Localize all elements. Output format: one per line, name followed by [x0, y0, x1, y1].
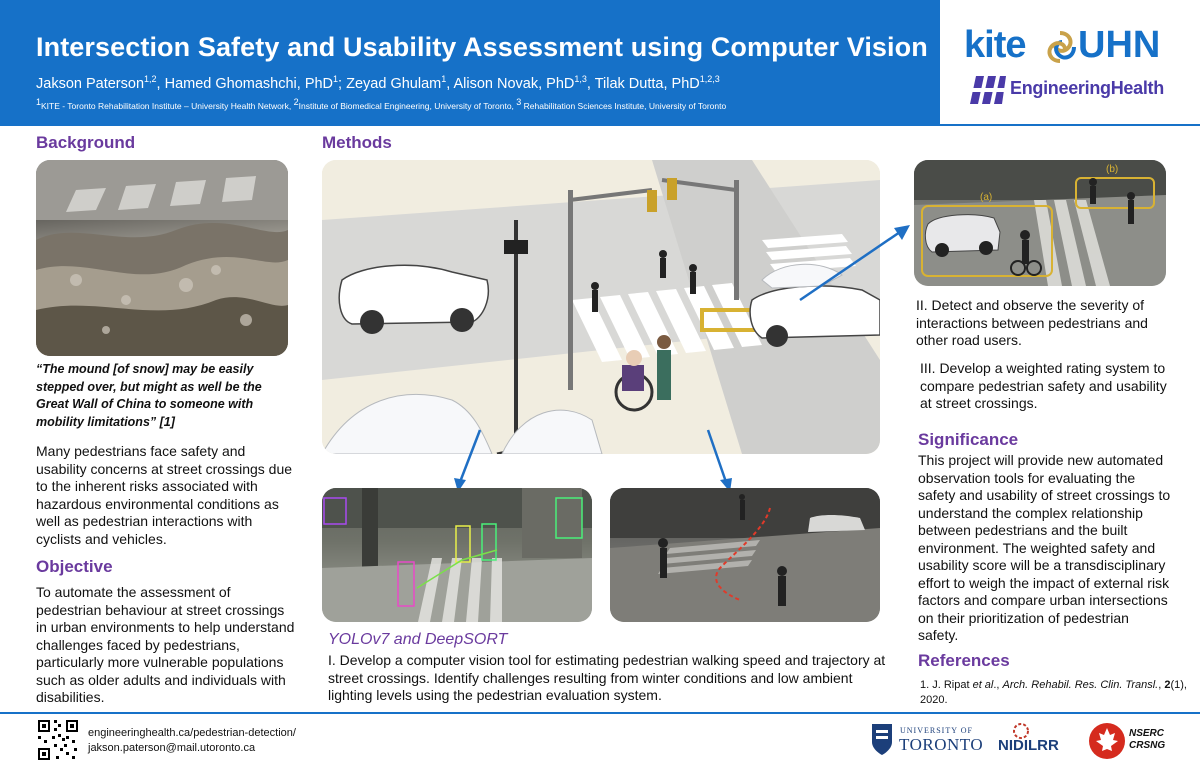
- affiliation-text: Rehabilitation Sciences Institute, University of Toronto: [521, 100, 727, 111]
- reference-1: 1. J. Ripat et al., Arch. Rehabil. Res. Clin. Transl., 2(1), 2020.: [920, 679, 1187, 706]
- title-banner: [0, 0, 940, 124]
- methods-caption: YOLOv7 and DeepSORT: [328, 631, 508, 648]
- author-name: Hamed Ghomashchi, PhD: [164, 75, 334, 92]
- qr-code-icon[interactable]: [36, 718, 80, 762]
- project-url-link[interactable]: engineeringhealth.ca/pedestrian-detection/: [88, 727, 296, 739]
- uoft-crest-icon: [870, 722, 894, 756]
- author-name: Alison Novak, PhD: [453, 75, 575, 92]
- author-affiliation-mark: 1: [333, 74, 339, 84]
- deepsort-trajectory-frame: [610, 488, 880, 622]
- methods-step-1: I. Develop a computer vision tool for estimating pedestrian walking speed and trajectory at street crossings. Identify challenges resulting from winter conditions and low ambient lighting levels using the pedestrian evaluation system.: [328, 652, 886, 703]
- box-label-a: (a): [980, 192, 993, 203]
- uhn-logo: UHN: [1078, 24, 1161, 66]
- background-quote: “The mound [of snow] may be easily stepped over, but might as well be the Great Wall of China to someone with mobility limitations” [1]: [36, 362, 262, 429]
- author-affiliation-mark: 1,2,3: [699, 74, 720, 84]
- box-label-b: (b): [1106, 164, 1119, 175]
- affiliation-list: $^1$KITE - Toronto Rehabilitation Institute – University Health Network, $^2$Institute of Biomedical Engineering, University of Toronto, $^3$ Rehabilitation Sciences Institute, University of Toronto: [36, 97, 727, 111]
- engineering-health-icon: [970, 74, 1006, 106]
- maple-leaf-icon: [1088, 722, 1126, 760]
- methods-step-3: III. Develop a weighted rating system to compare pedestrian safety and usability at street crossings.: [920, 360, 1167, 411]
- engineering-health-logo: EngineeringHealth: [1010, 78, 1164, 98]
- interaction-detection-frame: [914, 160, 1166, 286]
- affiliation-text: Institute of Biomedical Engineering, University of Toronto,: [298, 100, 517, 111]
- objective-heading: Objective: [36, 557, 113, 576]
- author-affiliation-mark: 1: [441, 74, 447, 84]
- contact-info: [88, 726, 296, 756]
- method-arrow-right: [790, 220, 920, 310]
- nserc-logo: NSERC CRSNG: [1088, 722, 1168, 762]
- methods-step-2: II. Detect and observe the severity of interactions between pedestrians and other road users.: [916, 297, 1148, 348]
- kite-knot-icon: [1043, 30, 1077, 64]
- objective-text: To automate the assessment of pedestrian behaviour at street crossings in urban environments to help understand challenges faced by pedestrians, particularly more vulnerable populations such as older adults and individuals with disabilities.: [36, 584, 295, 705]
- kite-logo: kite: [964, 24, 1026, 66]
- author-affiliation-mark: 1,2: [144, 74, 157, 84]
- author-affiliation-mark: 1,3: [574, 74, 587, 84]
- sponsor-logos-header: [950, 20, 1190, 115]
- nidilrr-logo: NIDILRR: [998, 722, 1078, 762]
- author-name: Tilak Dutta, PhD: [594, 75, 700, 92]
- email-link[interactable]: jakson.paterson@mail.utoronto.ca: [88, 742, 256, 754]
- affiliation-text: KITE - Toronto Rehabilitation Institute – University Health Network,: [41, 100, 294, 111]
- university-of-toronto-logo: UNIVERSITY OF TORONTO: [870, 720, 980, 760]
- background-text: Many pedestrians face safety and usability concerns at street crossings due to the inherent risks associated with hazardous environmental conditions as well as pedestrian interactions with cyclists and vehicles.: [36, 443, 293, 547]
- footer-divider: [0, 712, 1200, 714]
- author-name: Zeyad Ghulam: [346, 75, 442, 92]
- background-heading: Background: [36, 133, 136, 152]
- header-divider: [0, 124, 1200, 126]
- method-arrows: [440, 420, 920, 495]
- methods-heading: Methods: [322, 133, 392, 152]
- snow-crossing-photo: [36, 160, 288, 356]
- references-heading: References: [918, 651, 1010, 670]
- significance-text: This project will provide new automated observation tools for evaluating the safety and usability of street crossings to understand the complex relationship between pedestrians and the built environment. The weighted safety and usability score will be a transdisciplinary effort to weigh the impact of external risk factors and compare urban intersections on their prioritization of pedestrian safety.: [918, 452, 1171, 643]
- poster-title: Intersection Safety and Usability Assessment using Computer Vision: [36, 32, 928, 62]
- author-list: Jakson Paterson$^{1,2}$, Hamed Ghomashchi, PhD$^1$; Zeyad Ghulam$^1$, Alison Novak, PhD$^{1,3}$, Tilak Dutta, PhD$^{1,2,3}$: [36, 74, 720, 92]
- author-name: Jakson Paterson: [36, 75, 145, 92]
- poster-header: [0, 0, 1200, 124]
- yolo-detection-frame: [322, 488, 592, 622]
- significance-heading: Significance: [918, 430, 1019, 449]
